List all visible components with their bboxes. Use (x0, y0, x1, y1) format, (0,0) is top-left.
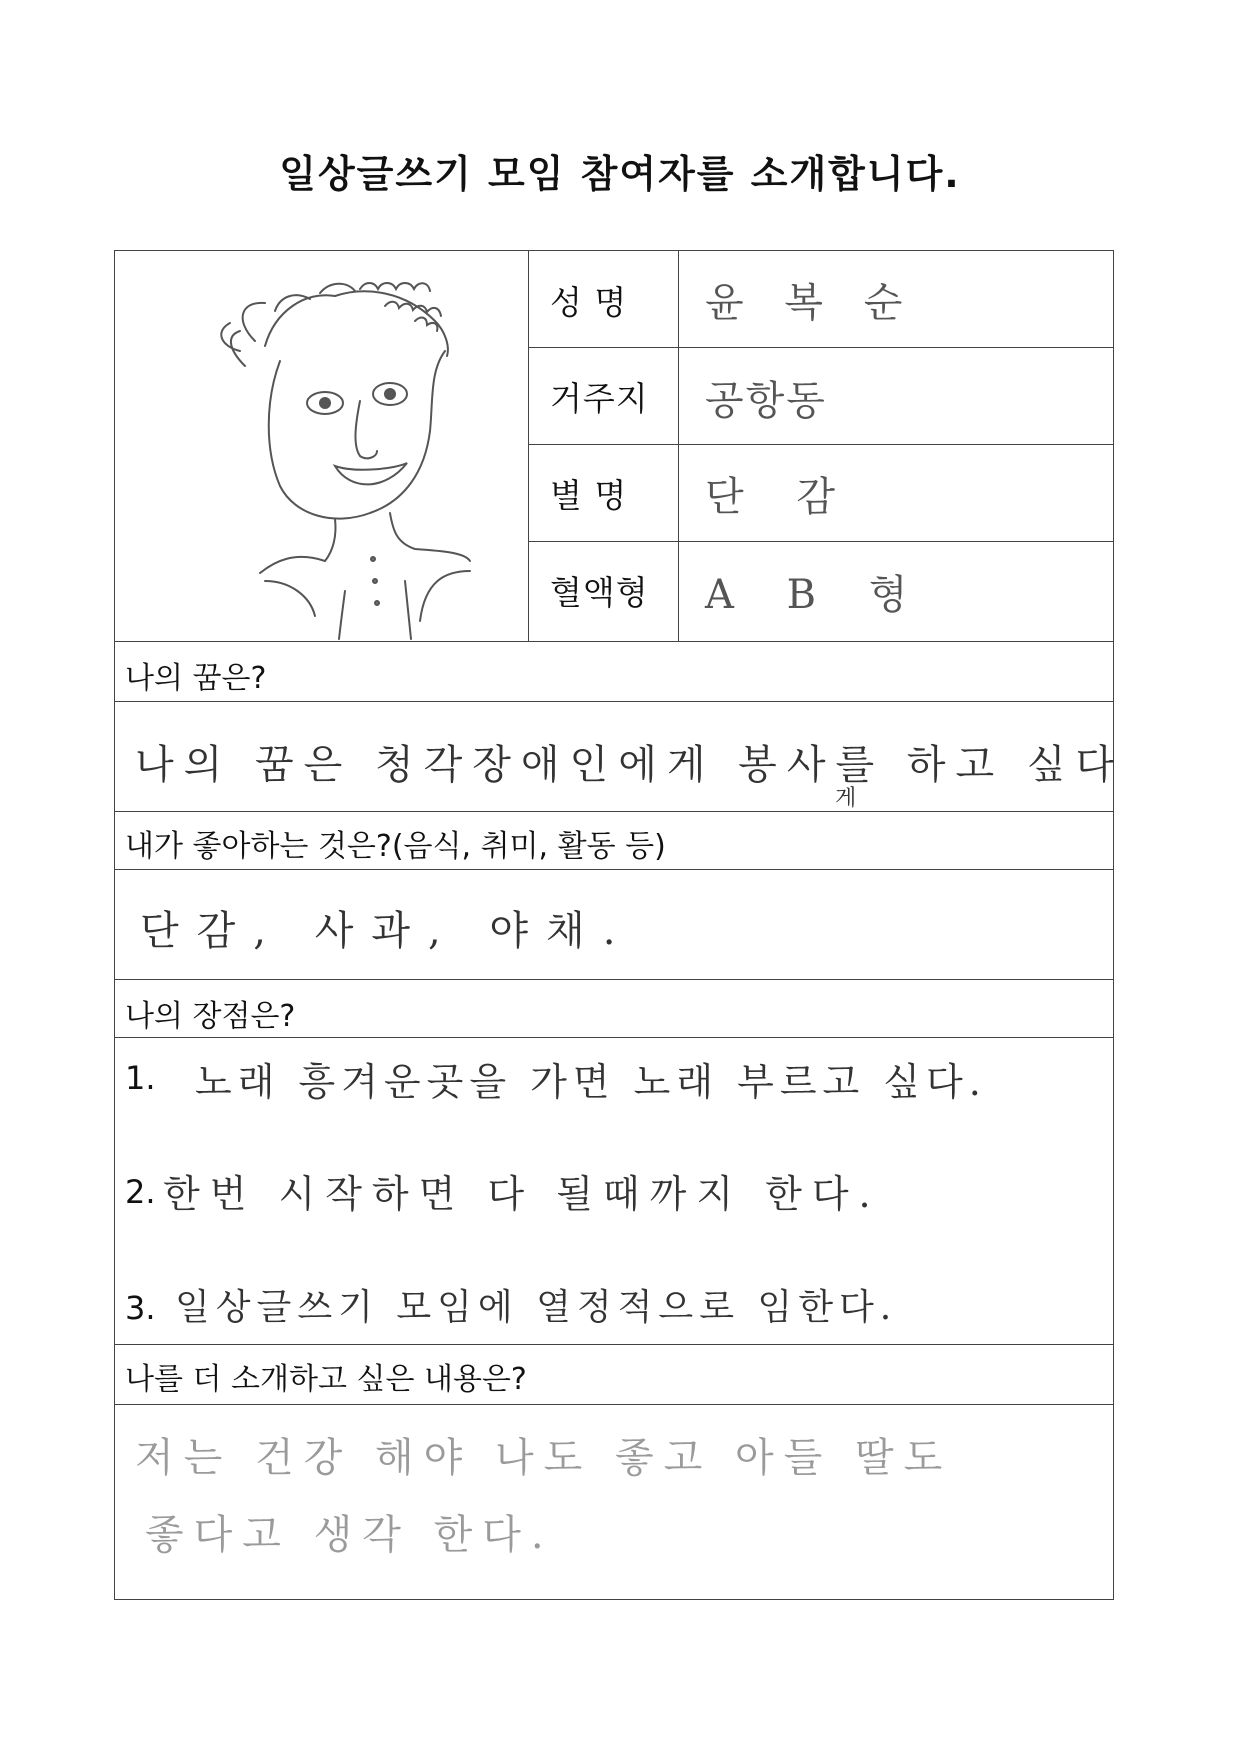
section-divider (115, 869, 1113, 870)
section-divider (115, 1037, 1113, 1038)
section-divider (115, 811, 1113, 812)
strengths-question: 나의 장점은? (125, 999, 296, 1034)
portrait-divider (528, 251, 529, 641)
section-divider (115, 979, 1113, 980)
row-divider (528, 444, 1113, 445)
more-answer-line-1: 저는 건강 해야 나도 좋고 아들 딸도 (135, 1435, 953, 1481)
section-divider (115, 701, 1113, 702)
section-divider (115, 1404, 1113, 1405)
nickname-label: 별 명 (550, 476, 628, 515)
strength-2-text: 한번 시작하면 다 될때까지 한다. (163, 1172, 881, 1216)
likes-question: 내가 좋아하는 것은?(음식, 취미, 활동 등) (125, 829, 666, 864)
likes-answer: 단감, 사과, 야채. (140, 908, 634, 954)
name-value: 윤 복 순 (705, 280, 917, 326)
dream-answer: 나의 꿈은 청각장애인에게 봉사를 하고 싶다 (135, 742, 1125, 788)
blood-type-value: A B 형 (705, 572, 928, 618)
blood-type-label: 혈액형 (550, 573, 649, 612)
strength-3-number: 3. (125, 1289, 156, 1327)
nickname-value: 단 감 (705, 474, 855, 520)
section-divider (115, 641, 1113, 642)
more-answer-line-2: 좋다고 생각 한다. (145, 1512, 554, 1558)
residence-value: 공항동 (705, 378, 827, 424)
name-label: 성 명 (550, 283, 628, 322)
page-title: 일상글쓰기 모임 참여자를 소개합니다. (279, 152, 961, 196)
strength-2-number: 2. (125, 1173, 156, 1211)
residence-label: 거주지 (550, 379, 649, 418)
strength-1-number: 1. (125, 1059, 156, 1097)
row-divider (528, 541, 1113, 542)
strength-1-text: 노래 흥겨운곳을 가면 노래 부르고 싶다. (195, 1060, 987, 1104)
section-divider (115, 1344, 1113, 1345)
self-portrait-drawing (115, 251, 528, 641)
row-divider (528, 347, 1113, 348)
introduction-form (114, 250, 1125, 1600)
dream-question: 나의 꿈은? (125, 661, 267, 696)
label-divider (678, 251, 679, 641)
strength-3-text: 일상글쓰기 모임에 열정적으로 임한다. (175, 1287, 898, 1328)
more-question: 나를 더 소개하고 싶은 내용은? (125, 1362, 527, 1397)
dream-correction: 게 (835, 786, 857, 811)
